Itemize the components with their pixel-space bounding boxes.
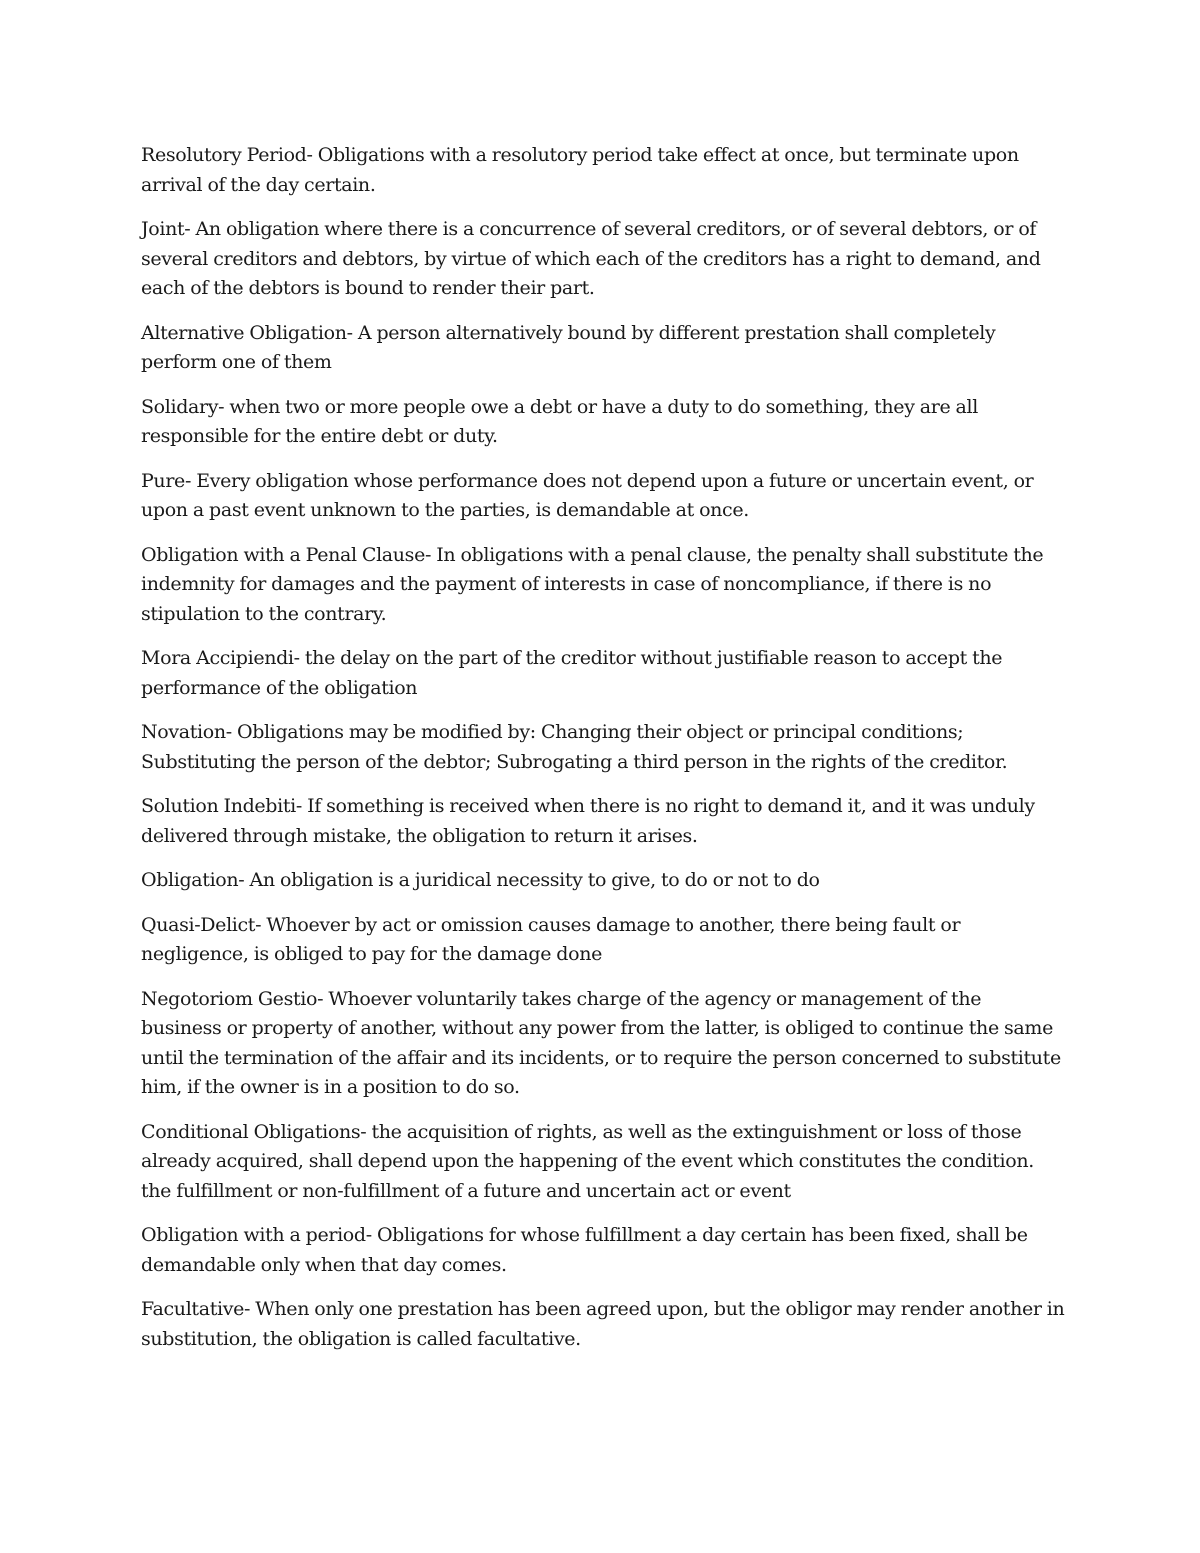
definition-quasi-delict: Quasi-Delict- Whoever by act or omission causes damage to another, there being fault or negligence, is obliged to pay for the damage done xyxy=(141,913,961,965)
definition-conditional-obligations: Conditional Obligations- the acquisition of rights, as well as the extinguishment or loss of those already acquired, shall depend upon the happening of the event which constitutes the condition. the fulfillment or non-fulfillment of a future and uncertain act or event xyxy=(141,1120,1034,1202)
definition-mora-accipiendi: Mora Accipiendi- the delay on the part of the creditor without justifiable reason to accept the performance of the obligation xyxy=(141,647,1003,699)
definition-joint: Joint- An obligation where there is a concurrence of several creditors, or of several debtors, or of several creditors and debtors, by virtue of which each of the creditors has a right to demand, and each of the debtors is bound to render their part. xyxy=(141,218,1041,299)
definition-obligation: Obligation- An obligation is a juridical necessity to give, to do or not to do xyxy=(141,869,820,891)
definition-penal-clause: Obligation with a Penal Clause- In obligations with a penal clause, the penalty shall substitute the indemnity for damages and the payment of interests in case of noncompliance, if there is no stipulation to the contrary. xyxy=(141,543,1044,625)
definition-novation: Novation- Obligations may be modified by: Changing their object or principal conditions; Substituting the person of the debtor; Subrogating a third person in the rights of the creditor. xyxy=(141,721,1008,773)
definition-list xyxy=(141,141,1065,1354)
definition-alternative-obligation: Alternative Obligation- A person alternatively bound by different prestation shall completely perform one of them xyxy=(141,321,996,373)
definition-negotoriom-gestio: Negotoriom Gestio- Whoever voluntarily takes charge of the agency or management of the business or property of another, without any power from the latter, is obliged to continue the same until the termination of the affair and its incidents, or to require the person concerned to substitute him, if the owner is in a position to do so. xyxy=(141,987,1061,1098)
definition-pure: Pure- Every obligation whose performance does not depend upon a future or uncertain event, or upon a past event unknown to the parties, is demandable at once. xyxy=(141,469,1034,521)
definition-solidary: Solidary- when two or more people owe a debt or have a duty to do something, they are all responsible for the entire debt or duty. xyxy=(141,395,978,447)
definition-facultative: Facultative- When only one prestation has been agreed upon, but the obligor may render another in substitution, the obligation is called facultative. xyxy=(141,1298,1065,1350)
definition-obligation-with-period: Obligation with a period- Obligations for whose fulfillment a day certain has been fixed, shall be demandable only when that day comes. xyxy=(141,1224,1028,1276)
definition-resolutory-period: Resolutory Period- Obligations with a resolutory period take effect at once, but terminate upon arrival of the day certain. xyxy=(141,144,1019,196)
definition-solution-indebiti: Solution Indebiti- If something is received when there is no right to demand it, and it was unduly delivered through mistake, the obligation to return it arises. xyxy=(141,795,1035,847)
